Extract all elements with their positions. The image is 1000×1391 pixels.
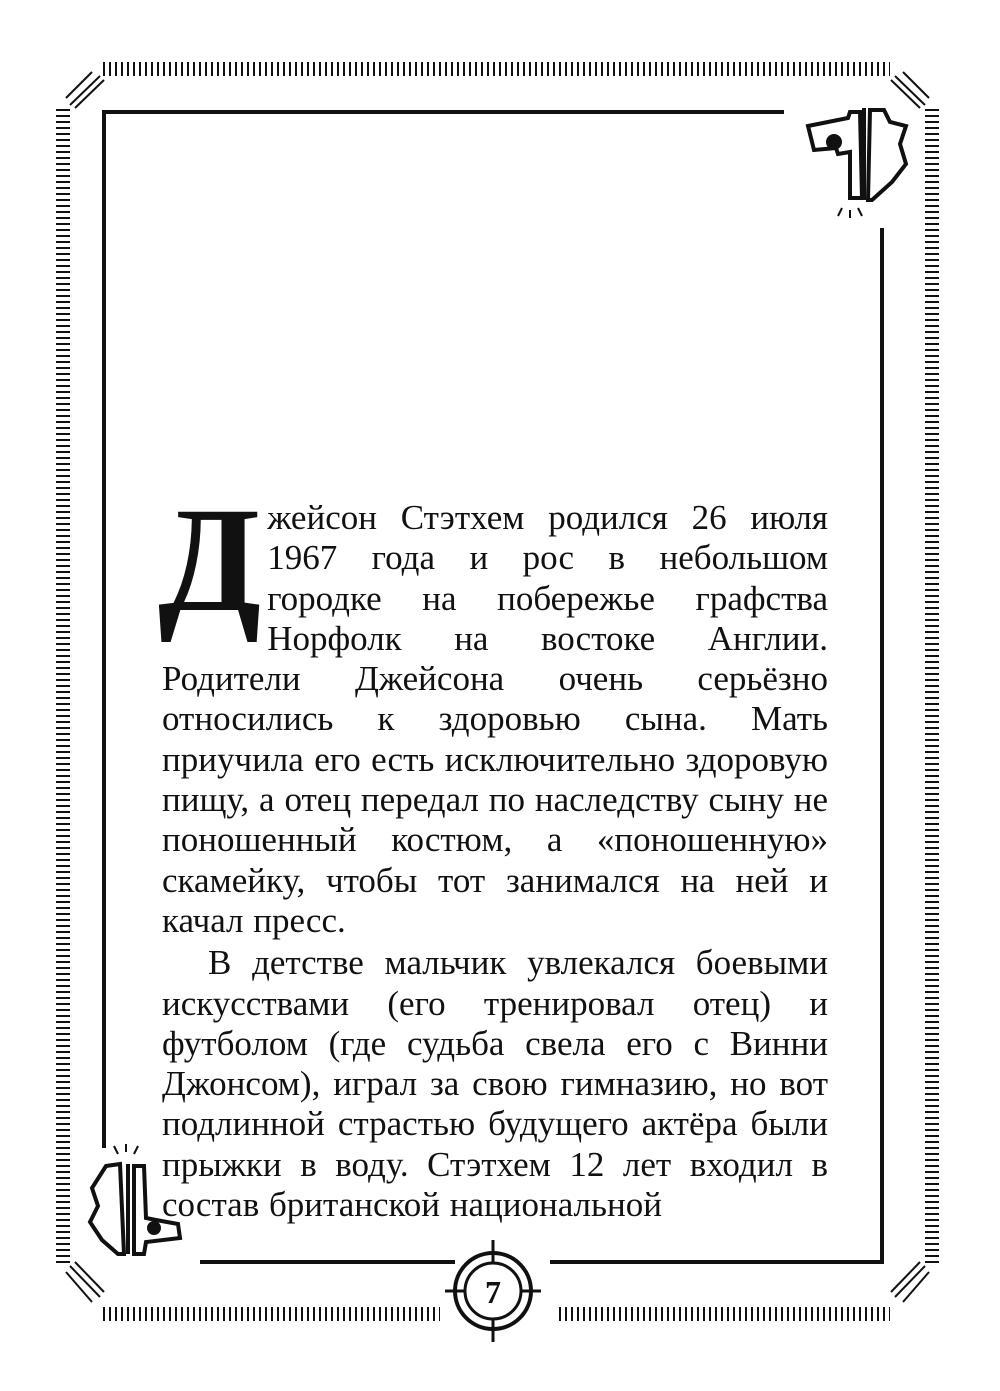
article-body bbox=[158, 477, 828, 1225]
paragraph-2: В детстве мальчик увлекался боевыми искусствами (его тренировал отец) и футболом (где судьба свела его с Винни Джонсом), играл за свою гимназию, но вот подлинной страстью будущего актёра были прыжки в воду. Стэтхем 12 лет входил в состав британской национальной bbox=[162, 943, 828, 1225]
drop-cap: Д bbox=[158, 477, 262, 643]
paragraph-first bbox=[158, 477, 828, 941]
pistol-silhouette-icon bbox=[808, 108, 906, 218]
page-number: 7 bbox=[485, 1274, 501, 1310]
paragraph-1-text: жейсон Стэтхем родился 26 июля 1967 года и рос в небольшом городке на побережье графства Норфолк на востоке Англии. Родители Джейсона очень серьёзно относились к здоровью сына. Мать приучила его есть исключительно здоровую пищу, а отец передал по наследству сыну не поношенный костюм, а «поношенную» скамейку, чтобы тот занимался на ней и качал пресс. bbox=[162, 498, 828, 940]
